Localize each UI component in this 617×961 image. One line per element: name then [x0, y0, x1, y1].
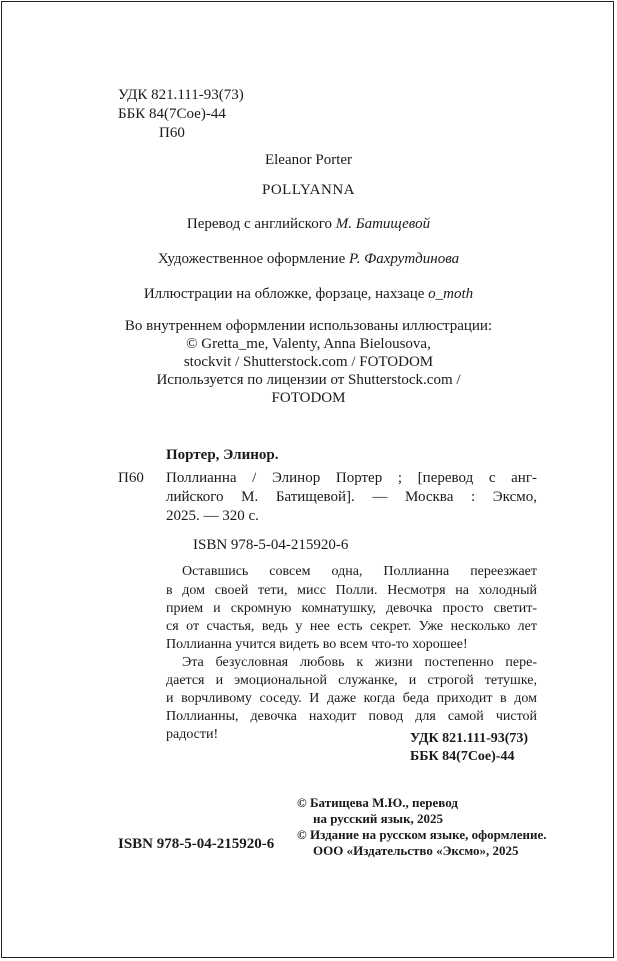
internal-illustrations-line: FOTODOM	[271, 390, 346, 406]
author-mark: П60	[159, 125, 185, 141]
translation-label: Перевод с английского	[186, 216, 332, 232]
annotation-line: Поллианны, девочка находит повод для самой чистой	[166, 709, 537, 724]
designer-name: Р. Фахрутдинова	[349, 251, 460, 267]
annotation-line: Эта безусловная любовь к жизни постепенно пере-	[182, 655, 537, 670]
catalog-line: лийского М. Батищевой]. — Москва : Эксмо,	[166, 489, 537, 505]
annotation-line: в дом своей тети, мисс Полли. Несмотря на холодный	[166, 583, 537, 598]
catalog-heading: Портер, Элинор.	[166, 447, 279, 463]
internal-illustrations-line: stockvit / Shutterstock.com / FOTODOM	[183, 354, 434, 370]
design-credit	[0, 250, 617, 269]
catalog-line: 2025. — 320 с.	[166, 508, 259, 524]
author-name-en: Eleanor Porter	[264, 152, 353, 168]
internal-illustrations-line: © Gretta_me, Valenty, Anna Bielousova,	[186, 336, 431, 352]
illustrator-name: o_moth	[428, 286, 474, 302]
annotation-line: прием и скромную комнатушку, девочка просто светит-	[166, 601, 537, 616]
catalog-isbn: ISBN 978-5-04-215920-6	[193, 537, 349, 553]
title-en: POLLYANNA	[262, 182, 355, 198]
catalog-mark: П60	[118, 470, 144, 486]
catalog-line: Поллианна / Элинор Портер ; [перевод с анг-	[166, 470, 537, 486]
internal-illustrations-line: Во внутреннем оформлении использованы иллюстрации:	[124, 318, 493, 334]
copyright-line: ООО «Издательство «Эксмо», 2025	[313, 843, 519, 858]
translator-name: М. Батищевой	[335, 216, 431, 232]
annotation-line: дается и эмоциональной служанке, и строгой тетушке,	[166, 673, 537, 688]
copyright-line: на русский язык, 2025	[313, 811, 444, 826]
annotation-line: и ворчливому соседу. И даже когда беда приходит в дом	[166, 691, 537, 706]
annotation-line: ся от счастья, ведь у нее есть секрет. Уже несколько лет	[166, 619, 537, 634]
udk-code: УДК 821.111-93(73)	[118, 87, 244, 103]
design-label: Художественное оформление	[157, 251, 346, 267]
bbk-code-bold: ББК 84(7Сое)-44	[410, 749, 515, 764]
footer-isbn: ISBN 978-5-04-215920-6	[118, 836, 275, 852]
internal-illustrations-line: Используется по лицензии от Shutterstock.com /	[156, 372, 461, 388]
annotation-line: Оставшись совсем одна, Поллианна переезжает	[182, 564, 537, 579]
annotation-line: радости!	[166, 727, 219, 742]
illustrations-credit	[0, 285, 617, 304]
illustrations-label: Иллюстрации на обложке, форзаце, нахзаце	[143, 286, 425, 302]
copyright-line: © Издание на русском языке, оформление.	[297, 827, 547, 842]
bbk-code: ББК 84(7Сое)-44	[118, 106, 226, 122]
udk-code-bold: УДК 821.111-93(73)	[410, 731, 529, 746]
copyright-line: © Батищева М.Ю., перевод	[297, 795, 458, 810]
translation-credit	[0, 215, 617, 234]
annotation-line: Поллианна учится видеть во всем что-то хорошее!	[166, 637, 468, 652]
